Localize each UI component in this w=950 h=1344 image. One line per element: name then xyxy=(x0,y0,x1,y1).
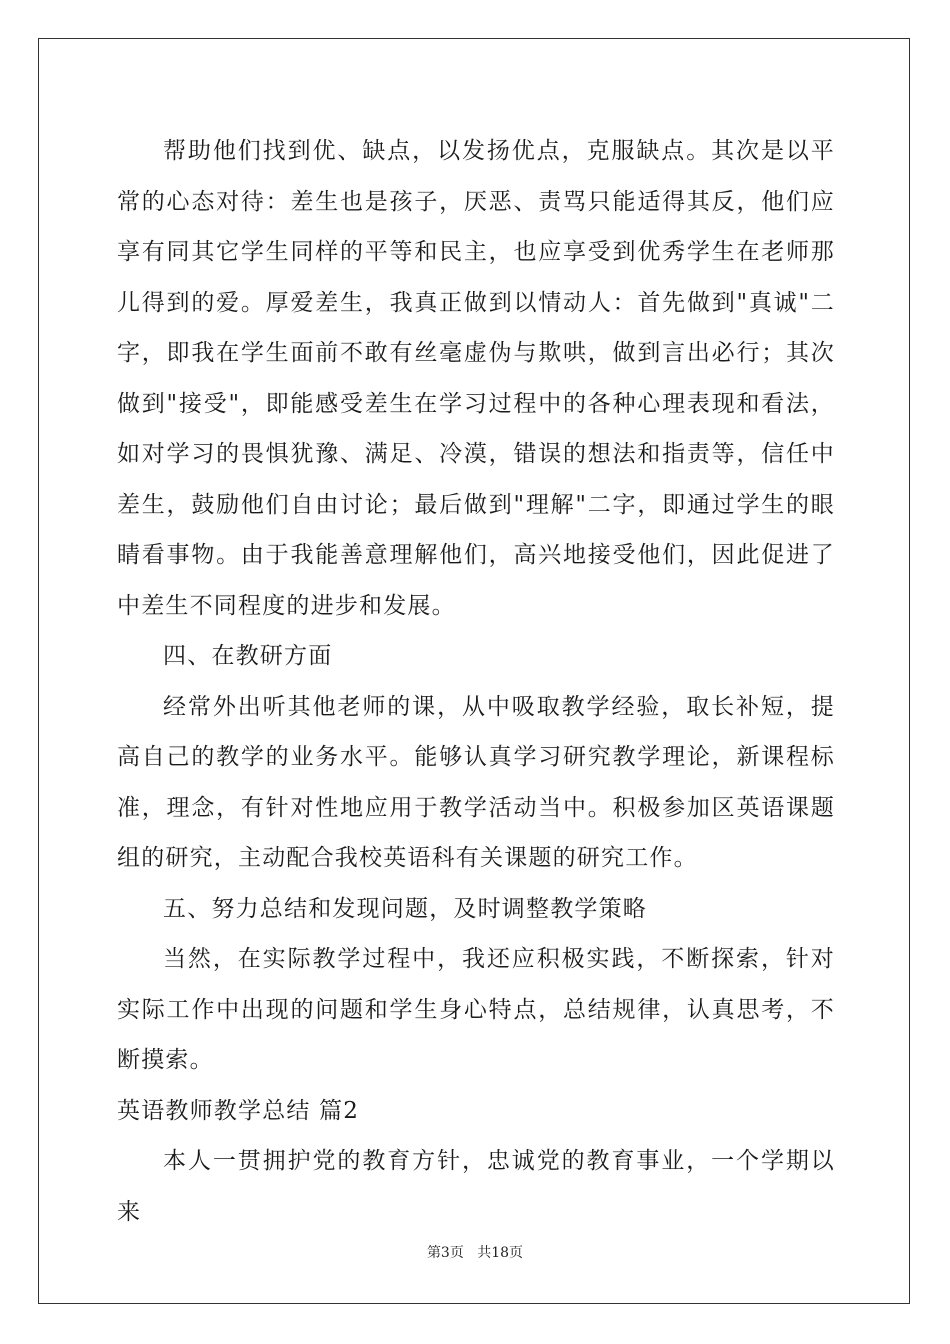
paragraph-students-care: 帮助他们找到优、缺点，以发扬优点，克服缺点。其次是以平常的心态对待：差生也是孩子，厌恶、责骂只能适得其反，他们应享有同其它学生同样的平等和民主，也应享受到优秀学生在老师那儿得到的爱。厚爱差生，我真正做到以情动人：首先做到"真诚"二字，即我在学生面前不敢有丝毫虚伪与欺哄，做到言出必行；其次做到"接受"，即能感受差生在学习过程中的各种心理表现和看法，如对学习的畏惧犹豫、满足、冷漠，错误的想法和指责等，信任中差生，鼓励他们自由讨论；最后做到"理解"二字，即通过学生的眼睛看事物。由于我能善意理解他们，高兴地接受他们，因此促进了中差生不同程度的进步和发展。 xyxy=(117,138,835,619)
paragraph-summary: 当然，在实际教学过程中，我还应积极实践，不断探索，针对实际工作中出现的问题和学生身心特点，总结规律，认真思考，不断摸索。 xyxy=(117,946,835,1073)
page-number: 第3页 xyxy=(426,1245,464,1261)
section-heading-summary: 五、努力总结和发现问题，及时调整教学策略 xyxy=(163,895,647,922)
paragraph-research: 经常外出听其他老师的课，从中吸取教学经验，取长补短，提高自己的教学的业务水平。能够认真学习研究教学理论，新课程标准，理念，有针对性地应用于教学活动当中。积极参加区英语课题组的研究，主动配合我校英语科有关课题的研究工作。 xyxy=(117,693,835,871)
document-body xyxy=(117,126,835,1237)
section-heading-research: 四、在教研方面 xyxy=(163,643,333,669)
paragraph-intro: 本人一贯拥护党的教育方针，忠诚党的教育事业，一个学期以来 xyxy=(117,1148,835,1225)
article-title: 英语教师教学总结 篇2 xyxy=(117,1097,360,1124)
page-total: 共18页 xyxy=(477,1245,524,1261)
page-footer xyxy=(0,1242,950,1262)
